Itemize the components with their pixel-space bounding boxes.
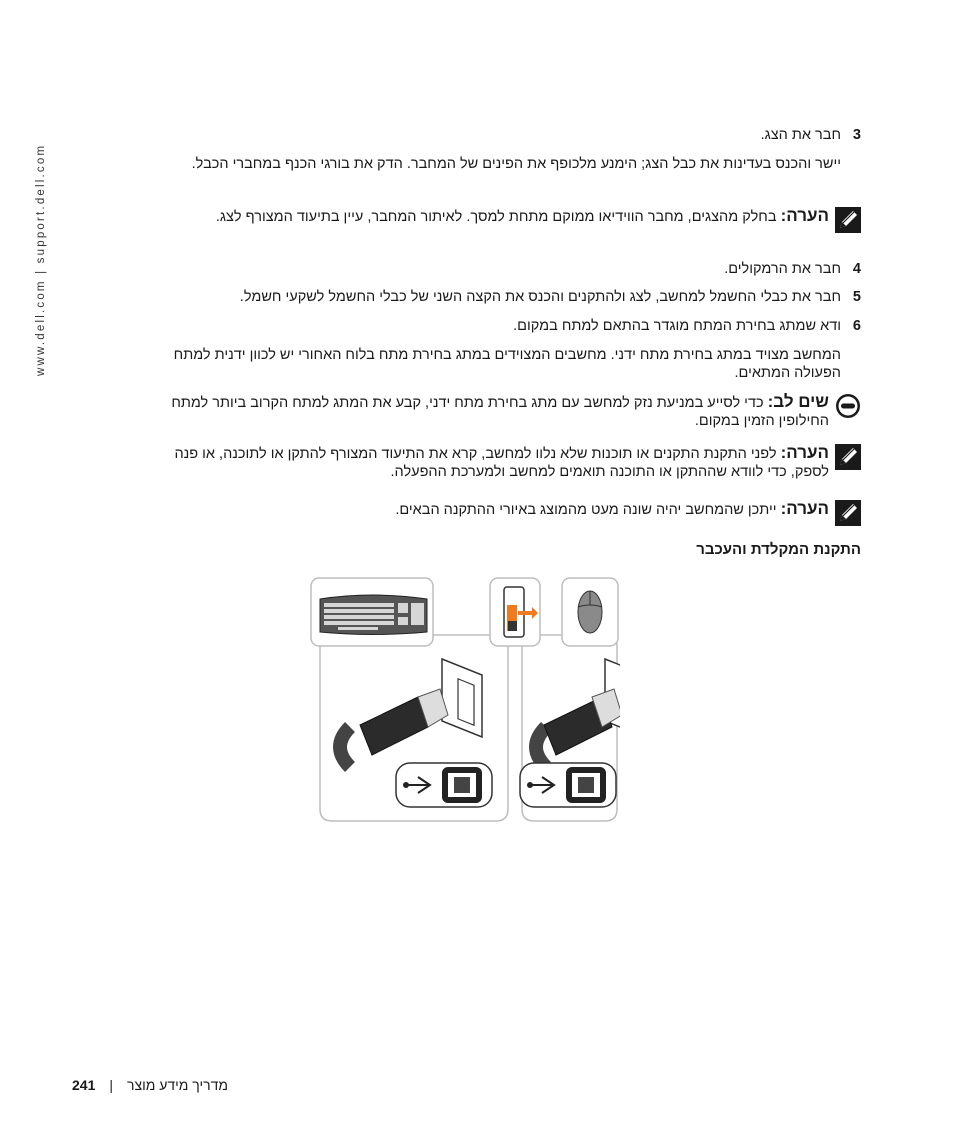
- footer-separator: |: [109, 1077, 113, 1093]
- note-3: [165, 500, 861, 519]
- step-number: 4: [852, 261, 861, 277]
- note-label: הערה:: [780, 499, 829, 518]
- usb-connector-left-icon: [340, 659, 492, 807]
- voltage-switch-icon: [490, 578, 540, 646]
- note-label: הערה:: [780, 206, 829, 225]
- step-number: 6: [852, 318, 861, 334]
- step-text: חבר את הצג.: [760, 127, 841, 143]
- keyboard-mouse-setup-illustration: [310, 577, 620, 823]
- note-2: [165, 444, 861, 481]
- step-text: חבר את כבלי החשמל למחשב, לצג ולהתקנים והכנס את הקצה השני של כבלי החשמל לשקעי חשמל.: [239, 289, 841, 305]
- note-text: לפני התקנת התקנים או תוכנות שלא נלוו למחשב, קרא את התיעוד המצורף להתקן או לתוכנה, או פנה לספק, כדי לוודא שההתקן או התוכנה תואמים למחשב ולמערכת ההפעלה.: [174, 446, 829, 480]
- note-text: בחלק מהצגים, מחבר הווידיאו ממוקם מתחת למסך. לאיתור המחבר, עיין בתיעוד המצורף לצג.: [215, 209, 777, 225]
- note-1: [165, 207, 861, 226]
- note-text: ייתכן שהמחשב יהיה שונה מעט מהמוצג באיורי ההתקנה הבאים.: [395, 502, 777, 518]
- step-detail: המחשב מצויד במתג בחירת מתח ידני. מחשבים המצוידים במתג בחירת מתח בלוח האחורי יש לכוון ידנית למתח הפעולה המתאים.: [173, 347, 841, 381]
- step-6-detail: [165, 346, 861, 382]
- step-detail: יישר והכנס בעדינות את כבל הצג; הימנע מלכופף את הפינים של המחבר. הדק את בורגי הכנף במחברי הכבל.: [191, 156, 841, 172]
- notice-text: כדי לסייע במניעת נזק למחשב עם מתג בחירת מתח ידני, קבע את המתג למתח הקרוב ביותר למתח החילופין הזמין במקום.: [171, 395, 829, 429]
- mouse-icon: [562, 578, 618, 646]
- footer-title: מדריך מידע מוצר: [127, 1077, 228, 1093]
- keyboard-icon: [311, 578, 433, 646]
- step-text: חבר את הרמקולים.: [724, 261, 841, 277]
- step-text: ודא שמתג בחירת המתח מוגדר בהתאם למתח במקום.: [513, 318, 841, 334]
- step-number: 3: [852, 127, 861, 143]
- page-footer: [72, 1077, 228, 1093]
- section-heading: התקנת המקלדת והעכבר: [696, 541, 861, 558]
- page-number: 241: [72, 1077, 96, 1093]
- step-number: 5: [852, 289, 861, 305]
- note-label: הערה:: [780, 443, 829, 462]
- notice: [165, 393, 861, 430]
- usb-connector-right-icon: [520, 659, 620, 807]
- step-3-detail: [165, 155, 861, 173]
- side-url: www.dell.com | support.dell.com: [35, 143, 47, 377]
- notice-label: שים לב:: [767, 392, 829, 411]
